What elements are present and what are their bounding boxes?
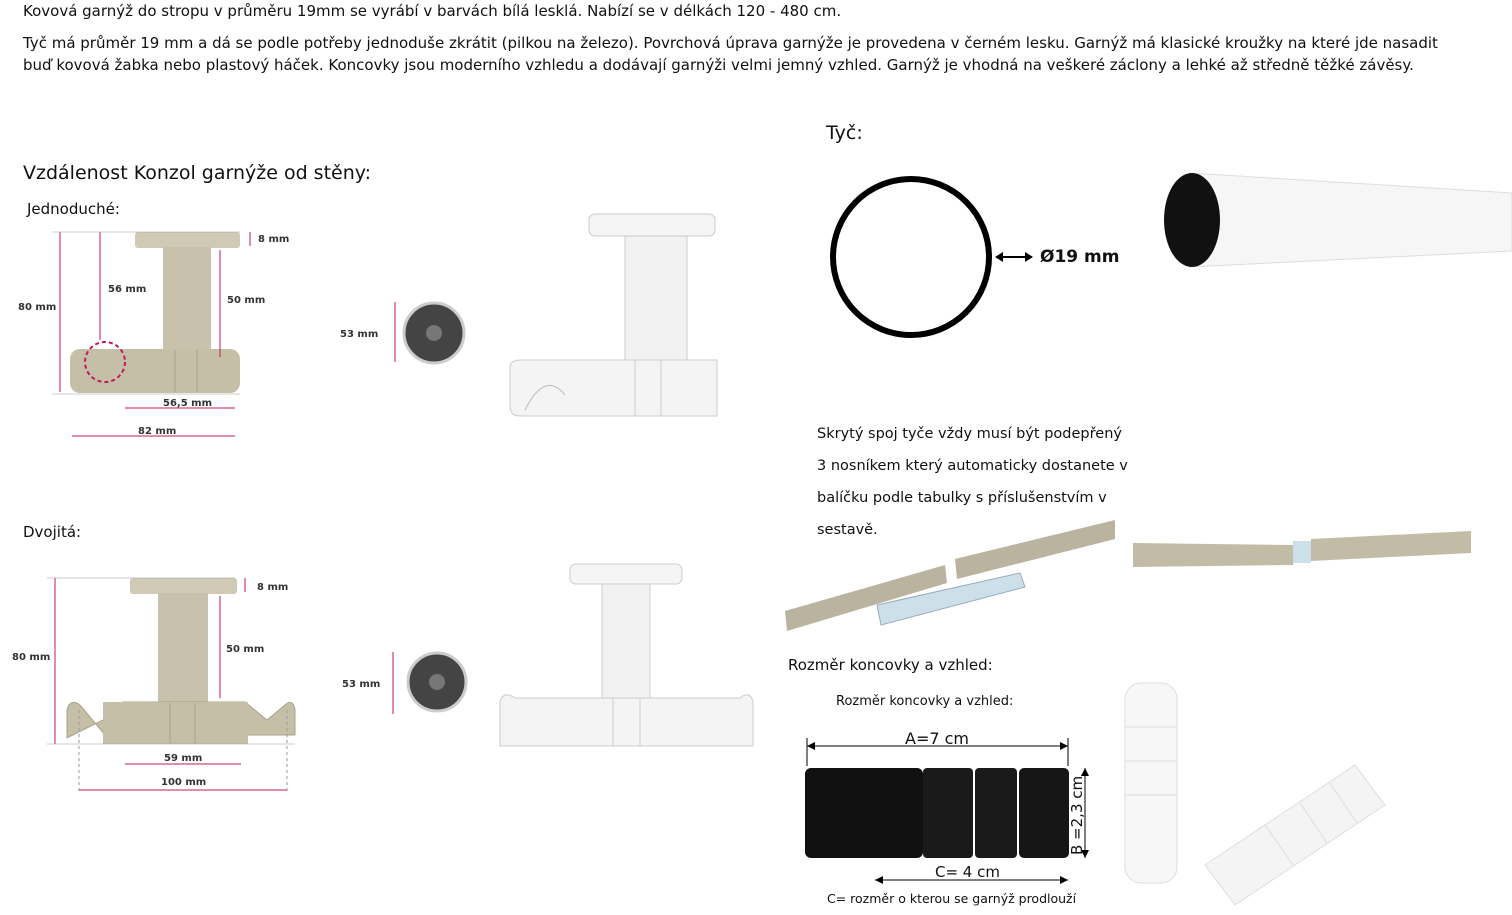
dim-stem: 50 mm (227, 295, 266, 306)
rod-diameter-label: Ø19 mm (1040, 247, 1120, 267)
dbl-dim-width1: 59 mm (164, 753, 203, 764)
brackets-heading: Vzdálenost Konzol garnýže od stěny: (23, 162, 372, 184)
endcap-diagram (795, 718, 1105, 915)
endcap-dim-a: A=7 cm (905, 729, 969, 748)
white-double-bracket (495, 560, 760, 755)
dim-top: 8 mm (258, 234, 290, 245)
white-rod-image (1160, 165, 1512, 275)
dim-inner: 56 mm (108, 284, 147, 295)
rod-crosssection-diagram (825, 170, 1145, 345)
intro-paragraph: Tyč má průměr 19 mm a dá se podle potřeby jednoduše zkrátit (pilkou na železo). Povrchová úprava garnýže je provedena v černém lesku. Garnýž má klasické kroužky na které jde nasadit buď kovová žabka nebo plastový háček. Koncovky jsou moderního vzhledu a dodávají garnýži velmi jemný vzhled. Garnýž je vhodná na veškeré záclony a lehké až středně těžké závěsy. (23, 34, 1438, 74)
intro-line: Kovová garnýž do stropu v průměru 19mm se vyrábí v barvách bílá lesklá. Nabízí se v délkách 120 - 480 cm. (23, 2, 842, 20)
double-bracket-label: Dvojitá: (23, 523, 82, 541)
endcap-diagram-title: Rozměr koncovky a vzhled: (836, 694, 1014, 709)
dbl-dim-width2: 100 mm (161, 777, 207, 788)
single-bracket-label: Jednoduché: (27, 200, 120, 218)
endcap-heading: Rozměr koncovky a vzhled: (788, 656, 993, 674)
rod-heading: Tyč: (826, 122, 863, 144)
joint-line-3: balíčku podle tabulky s příslušenstvím v sestavě. (817, 490, 1107, 538)
dbl-dim-stem: 50 mm (226, 644, 265, 655)
endcap-note: C= rozměr o kterou se garnýž prodlouží (827, 891, 1077, 906)
dbl-dim-plate: 53 mm (342, 679, 381, 690)
dbl-dim-total: 80 mm (12, 652, 51, 663)
dim-width2: 82 mm (138, 426, 177, 437)
rod-joint-open-image (785, 515, 1117, 635)
joint-line-2: 3 nosníkem který automaticky dostanete v (817, 458, 1128, 474)
dbl-dim-top: 8 mm (257, 582, 289, 593)
double-bracket-diagram (5, 570, 475, 810)
joint-line-1: Skrytý spoj tyče vždy musí být podepřený (817, 426, 1122, 442)
white-single-bracket (505, 210, 725, 425)
single-bracket-diagram (10, 222, 480, 457)
dim-plate: 53 mm (340, 329, 379, 340)
rod-joint-closed-image (1133, 525, 1473, 587)
dim-width1: 56,5 mm (163, 398, 212, 409)
dim-total: 80 mm (18, 302, 57, 313)
white-endcap-image (1115, 665, 1435, 915)
endcap-dim-b: B =2,3 cm (1068, 775, 1086, 855)
endcap-dim-c: C= 4 cm (935, 863, 1000, 881)
